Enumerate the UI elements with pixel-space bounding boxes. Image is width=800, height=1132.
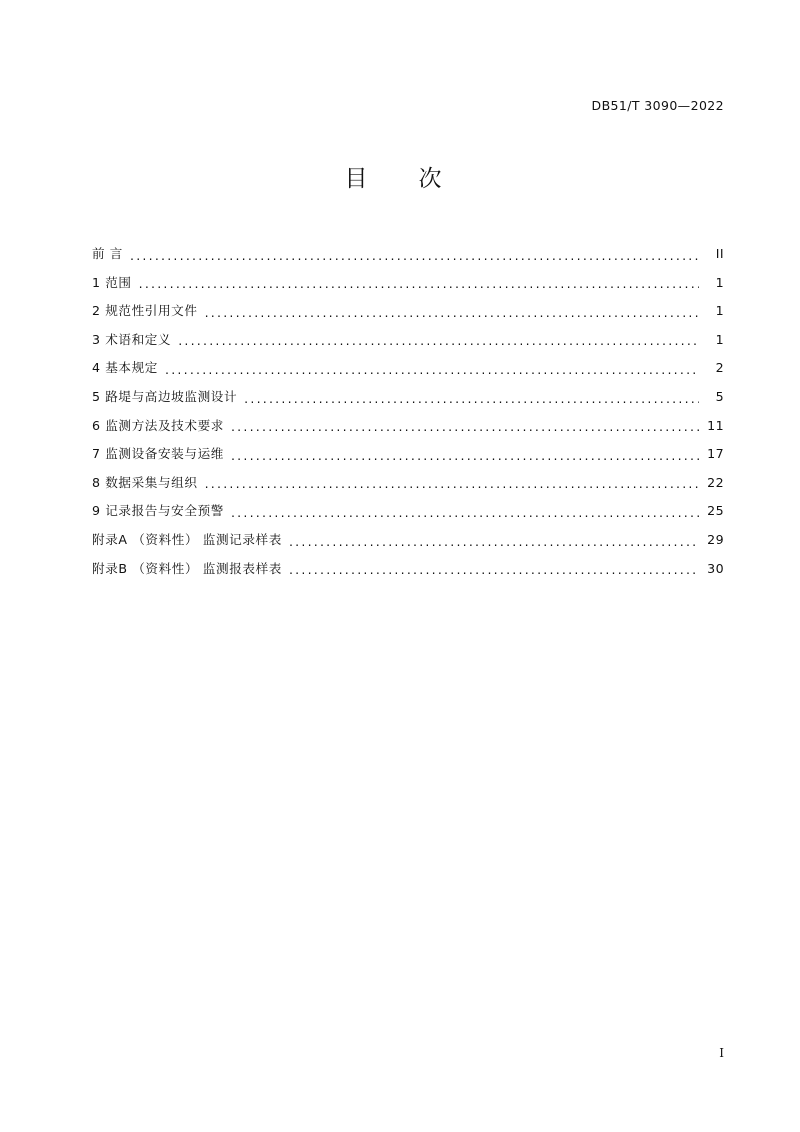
toc-entry-label: 1 范围 xyxy=(92,274,132,290)
toc-entry-label: 2 规范性引用文件 xyxy=(92,303,198,319)
toc-entry[interactable] xyxy=(92,547,724,576)
toc-leader-dots xyxy=(205,308,699,317)
header-standard-code: DB51/T 3090—2022 xyxy=(591,98,724,113)
toc-entry-label: 附录B （资料性） 监测报表样表 xyxy=(92,560,282,576)
toc-leader-dots xyxy=(231,508,699,517)
toc-entry-page: 30 xyxy=(707,560,724,576)
toc-leader-dots xyxy=(130,251,699,260)
toc-leader-dots xyxy=(231,451,699,460)
table-of-contents xyxy=(92,232,724,575)
toc-entry-page: 17 xyxy=(707,446,724,462)
toc-entry[interactable] xyxy=(92,232,724,261)
toc-entry[interactable] xyxy=(92,289,724,318)
toc-entry-label: 3 术语和定义 xyxy=(92,331,172,347)
toc-leader-dots xyxy=(178,336,699,345)
toc-entry-label: 附录A （资料性） 监测记录样表 xyxy=(92,531,282,547)
toc-entry-page: 11 xyxy=(707,417,724,433)
toc-entry-page: 29 xyxy=(707,531,724,547)
toc-entry[interactable] xyxy=(92,346,724,375)
page-title: 目 次 xyxy=(344,166,456,192)
toc-entry[interactable] xyxy=(92,318,724,347)
toc-leader-dots xyxy=(139,279,699,288)
toc-entry-label: 8 数据采集与组织 xyxy=(92,474,198,490)
toc-entry-page: 2 xyxy=(715,360,724,376)
toc-leader-dots xyxy=(289,537,699,546)
toc-entry-page: II xyxy=(715,246,724,261)
toc-entry[interactable] xyxy=(92,461,724,490)
toc-entry-page: 25 xyxy=(707,503,724,519)
toc-entry[interactable] xyxy=(92,404,724,433)
toc-leader-dots xyxy=(244,394,699,403)
toc-entry-page: 1 xyxy=(715,331,724,347)
toc-entry-label: 6 监测方法及技术要求 xyxy=(92,417,224,433)
toc-entry-label: 前 言 xyxy=(92,246,123,261)
toc-entry[interactable] xyxy=(92,518,724,547)
toc-entry-label: 5 路堤与高边坡监测设计 xyxy=(92,388,238,404)
toc-leader-dots xyxy=(289,565,699,574)
toc-entry-page: 5 xyxy=(715,388,724,404)
toc-entry-label: 7 监测设备安装与运维 xyxy=(92,446,224,462)
toc-leader-dots xyxy=(231,422,699,431)
toc-entry-label: 4 基本规定 xyxy=(92,360,158,376)
toc-entry-page: 1 xyxy=(715,303,724,319)
toc-entry[interactable] xyxy=(92,432,724,461)
toc-leader-dots xyxy=(205,479,699,488)
toc-entry-page: 1 xyxy=(715,274,724,290)
toc-leader-dots xyxy=(165,365,699,374)
toc-entry[interactable] xyxy=(92,261,724,290)
footer-page-number: I xyxy=(719,1046,724,1060)
toc-entry[interactable] xyxy=(92,375,724,404)
toc-entry[interactable] xyxy=(92,489,724,518)
toc-entry-page: 22 xyxy=(707,474,724,490)
toc-entry-label: 9 记录报告与安全预警 xyxy=(92,503,224,519)
